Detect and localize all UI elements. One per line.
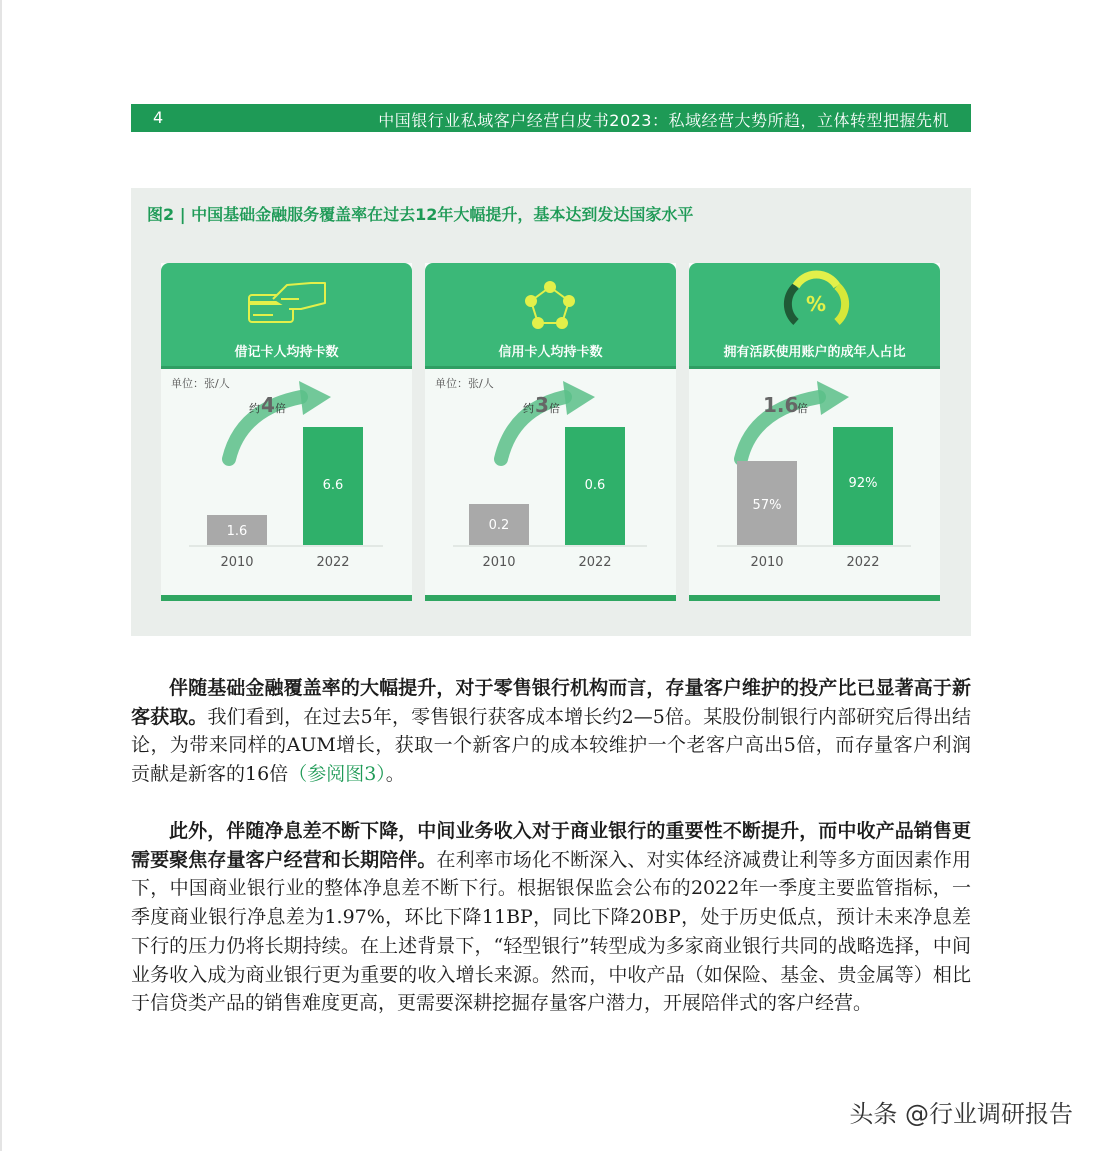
growth-prefix: 约 — [249, 402, 260, 415]
percent-gauge-icon — [689, 263, 940, 343]
card-body — [161, 369, 412, 595]
bar-chart — [161, 369, 412, 595]
card-credit-card — [425, 263, 676, 601]
growth-arrowhead — [563, 381, 595, 415]
growth-arrowhead — [817, 381, 849, 415]
card-body — [689, 369, 940, 595]
card-header — [161, 263, 412, 369]
paragraph-1-lead: 伴随基础金融覆盖率的大幅提升，对于零售银行机构而言，存量客户维护的投产比已显著高于新客获取。 — [131, 677, 971, 728]
growth-number: 1.6 — [763, 393, 799, 417]
year-label-2010: 2010 — [750, 555, 784, 570]
year-label-2010: 2010 — [482, 555, 516, 570]
svg-text:%: % — [805, 292, 827, 316]
figure-2 — [131, 188, 971, 636]
growth-number: 3 — [535, 393, 549, 417]
bar-chart — [425, 369, 676, 595]
watermark: 头条 @行业调研报告 — [849, 1100, 1073, 1128]
card-label: 借记卡人均持卡数 — [234, 345, 339, 360]
paragraph-1 — [131, 674, 971, 789]
unit-label: 单位：张/人 — [171, 377, 230, 390]
unit-label: 单位：张/人 — [435, 377, 494, 390]
card-header — [689, 263, 940, 369]
year-label-2022: 2022 — [846, 555, 880, 570]
bar-2010-value: 0.2 — [488, 518, 510, 533]
page-number: 4 — [153, 108, 164, 127]
paragraph-1-body: 我们看到，在过去5年，零售银行获客成本增长约2—5倍。某股份制银行内部研究后得出结论，为带来同样的AUM增长，获取一个新客户的成本较维护一个老客户高出5倍，而存量客户利润贡献是新客的16倍 — [131, 705, 971, 786]
bar-2010-value: 57% — [752, 498, 782, 513]
page-edge — [0, 0, 2, 1151]
paragraph-2-body: 在利率市场化不断深入、对实体经济减费让利等多方面因素作用下，中国商业银行业的整体净息差不断下行。根据银保监会公布的2022年一季度主要监管指标，一季度商业银行净息差为1.97%，环比下降11BP，同比下降20BP，处于历史低点，预计未来净息差下行的压力仍将长期持续。在上述背景下，“轻型银行”转型成为多家商业银行共同的战略选择，中间业务收入成为商业银行更为重要的收入增长来源。然而，中收产品（如保险、基金、贵金属等）相比于信贷类产品的销售难度更高，更需要深耕挖掘存量客户潜力，开展陪伴式的客户经营。 — [131, 848, 971, 1015]
bar-2022-value: 92% — [848, 476, 878, 491]
card-bottom-bar — [161, 595, 412, 601]
year-label-2010: 2010 — [220, 555, 254, 570]
paragraph-2 — [131, 817, 971, 1018]
growth-prefix: 约 — [523, 402, 534, 415]
bar-2022-value: 0.6 — [584, 478, 606, 493]
card-label: 信用卡人均持卡数 — [498, 345, 603, 360]
running-header — [131, 104, 971, 132]
card-bottom-bar — [689, 595, 940, 601]
growth-suffix: 倍 — [797, 402, 808, 415]
card-label: 拥有活跃使用账户的成年人占比 — [723, 345, 906, 360]
card-body — [425, 369, 676, 595]
card-header — [425, 263, 676, 369]
figure-3-reference-link[interactable]: （参阅图3） — [288, 763, 386, 786]
growth-suffix: 倍 — [275, 402, 286, 415]
card-active-account — [689, 263, 940, 601]
header-title: 中国银行业私域客户经营白皮书2023：私域经营大势所趋，立体转型把握先机 — [378, 111, 949, 130]
card-bottom-bar — [425, 595, 676, 601]
bar-2010-value: 1.6 — [226, 524, 248, 539]
figure-title: 图2 | 中国基础金融服务覆盖率在过去12年大幅提升，基本达到发达国家水平 — [147, 205, 694, 224]
bar-chart — [689, 369, 940, 595]
paragraph-2-lead: 此外，伴随净息差不断下降，中间业务收入对于商业银行的重要性不断提升，而中收产品销售更需要聚焦存量客户经营和长期陪伴。 — [131, 820, 971, 871]
card-debit-card — [161, 263, 412, 601]
bar-2022-value: 6.6 — [322, 478, 344, 493]
year-label-2022: 2022 — [578, 555, 612, 570]
growth-arrowhead — [299, 381, 331, 415]
paragraph-1-end: 。 — [385, 763, 405, 786]
year-label-2022: 2022 — [316, 555, 350, 570]
growth-suffix: 倍 — [549, 402, 560, 415]
growth-number: 4 — [261, 393, 275, 417]
network-icon — [425, 263, 676, 343]
card-hand-icon — [161, 263, 412, 343]
